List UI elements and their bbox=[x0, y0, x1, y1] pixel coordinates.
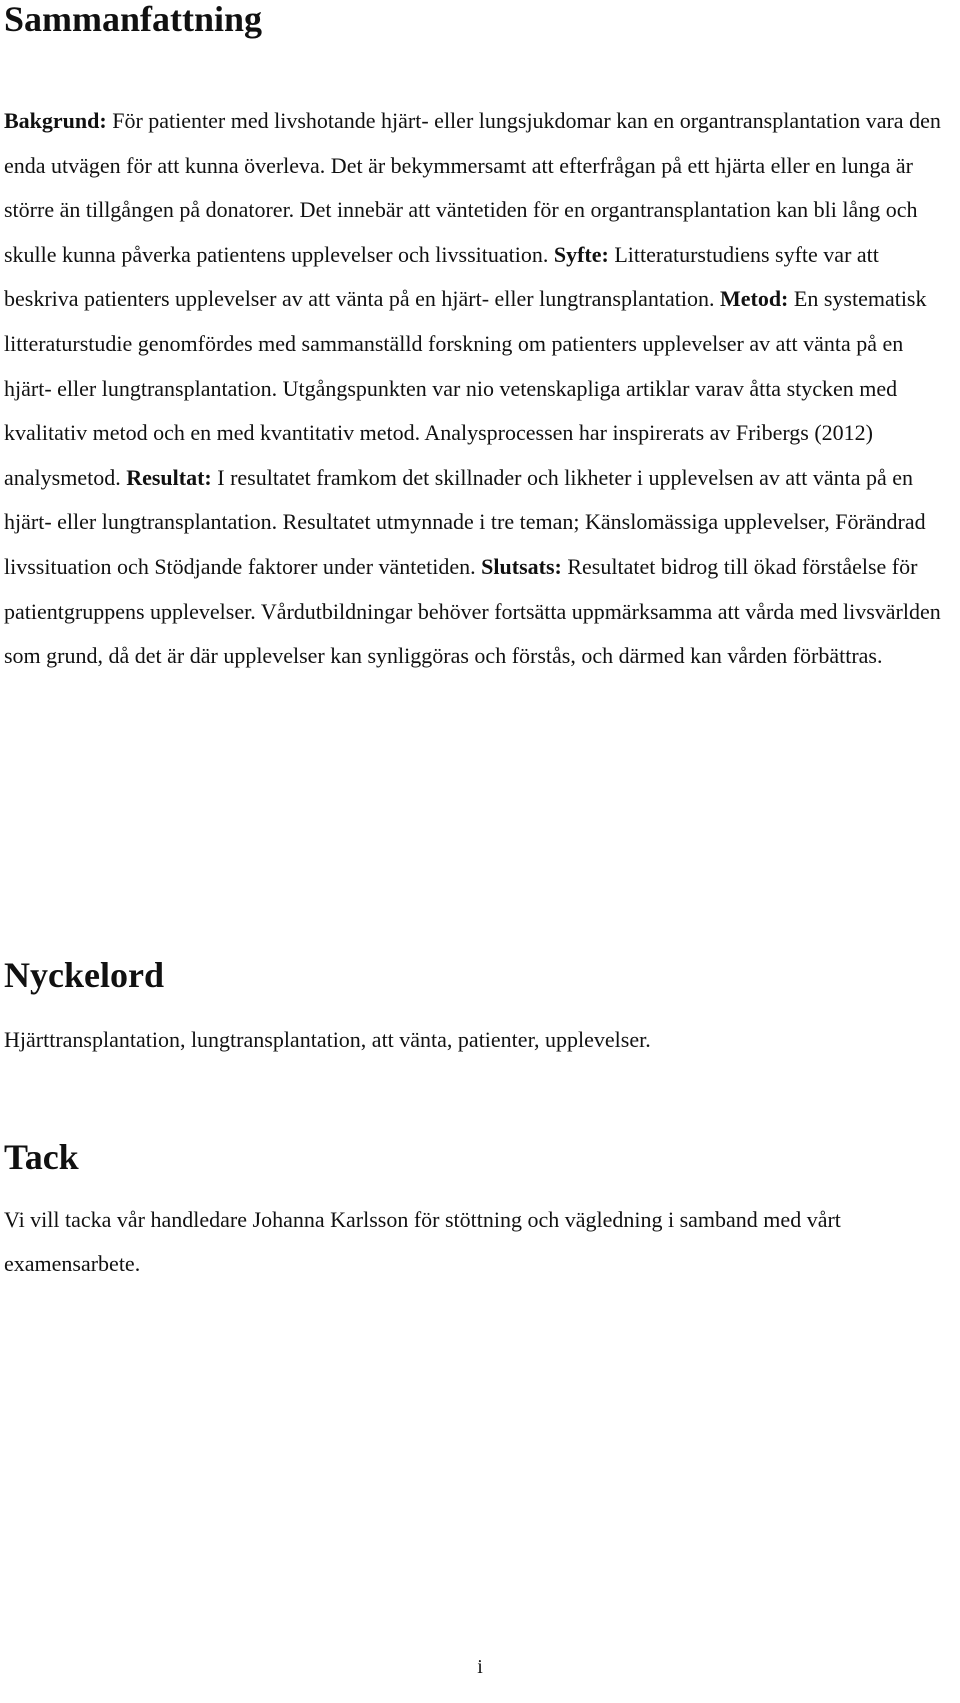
background-text: För patienter med livshotande hjärt- eller lungsjukdomar kan en organtransplantation vara den enda utvägen för att kunna överleva. Det är bekymmersamt att efterfrågan på ett hjärta eller en lunga är större än tillgången på donatorer. Det innebär att väntetiden för en organtransplantation kan bli lång och skulle kunna påverka patientens upplevelser och livssituation. bbox=[4, 108, 941, 267]
conclusion-text: Resultatet bidrog till ökad förståelse för patientgruppens upplevelser. Vårdutbildningar behöver fortsätta uppmärksamma att vårda med livsvärlden som grund, då det är där upplevelser kan synliggöras och förstås, och därmed kan vården förbättras. bbox=[4, 553, 941, 669]
aim-label: Syfte: bbox=[553, 241, 609, 267]
keywords-text: Hjärttransplantation, lungtransplantation, att vänta, patienter, upplevelser. bbox=[4, 1027, 651, 1052]
method-label: Metod: bbox=[719, 286, 789, 312]
keywords-heading: Nyckelord bbox=[4, 955, 164, 995]
page-number: i bbox=[477, 1656, 483, 1678]
background-label: Bakgrund: bbox=[4, 108, 107, 133]
summary-heading: Sammanfattning bbox=[4, 0, 263, 39]
thanks-heading: Tack bbox=[4, 1137, 79, 1177]
summary-paragraph bbox=[4, 99, 956, 679]
results-label: Resultat: bbox=[126, 464, 212, 490]
results-text: I resultatet framkom det skillnader och likheter i upplevelsen av att vänta på en hjärt- eller lungtransplantation. Resultatet utmynnade i tre teman; Känslomässiga upplevelser, Förändrad livssituation och Stödjande faktorer under väntetiden. bbox=[4, 464, 926, 579]
aim-text: Litteraturstudiens syfte var att beskriva patienters upplevelser av att vänta på en hjärt- eller lungtransplantation. bbox=[4, 241, 879, 312]
method-text: En systematisk litteraturstudie genomfördes med sammanställd forskning om patienters upplevelser av att vänta på en hjärt- eller lungtransplantation. Utgångspunkten var nio vetenskapliga artiklar varav åtta stycken med kvalitativ metod och en med kvantitativ metod. Analysprocessen har inspirerats av Fribergs (2012) analysmetod. bbox=[4, 286, 927, 490]
conclusion-label: Slutsats: bbox=[481, 553, 562, 579]
thanks-text: Vi vill tacka vår handledare Johanna Karlsson för stöttning och vägledning i samband med vårt examensarbete. bbox=[4, 1207, 841, 1276]
